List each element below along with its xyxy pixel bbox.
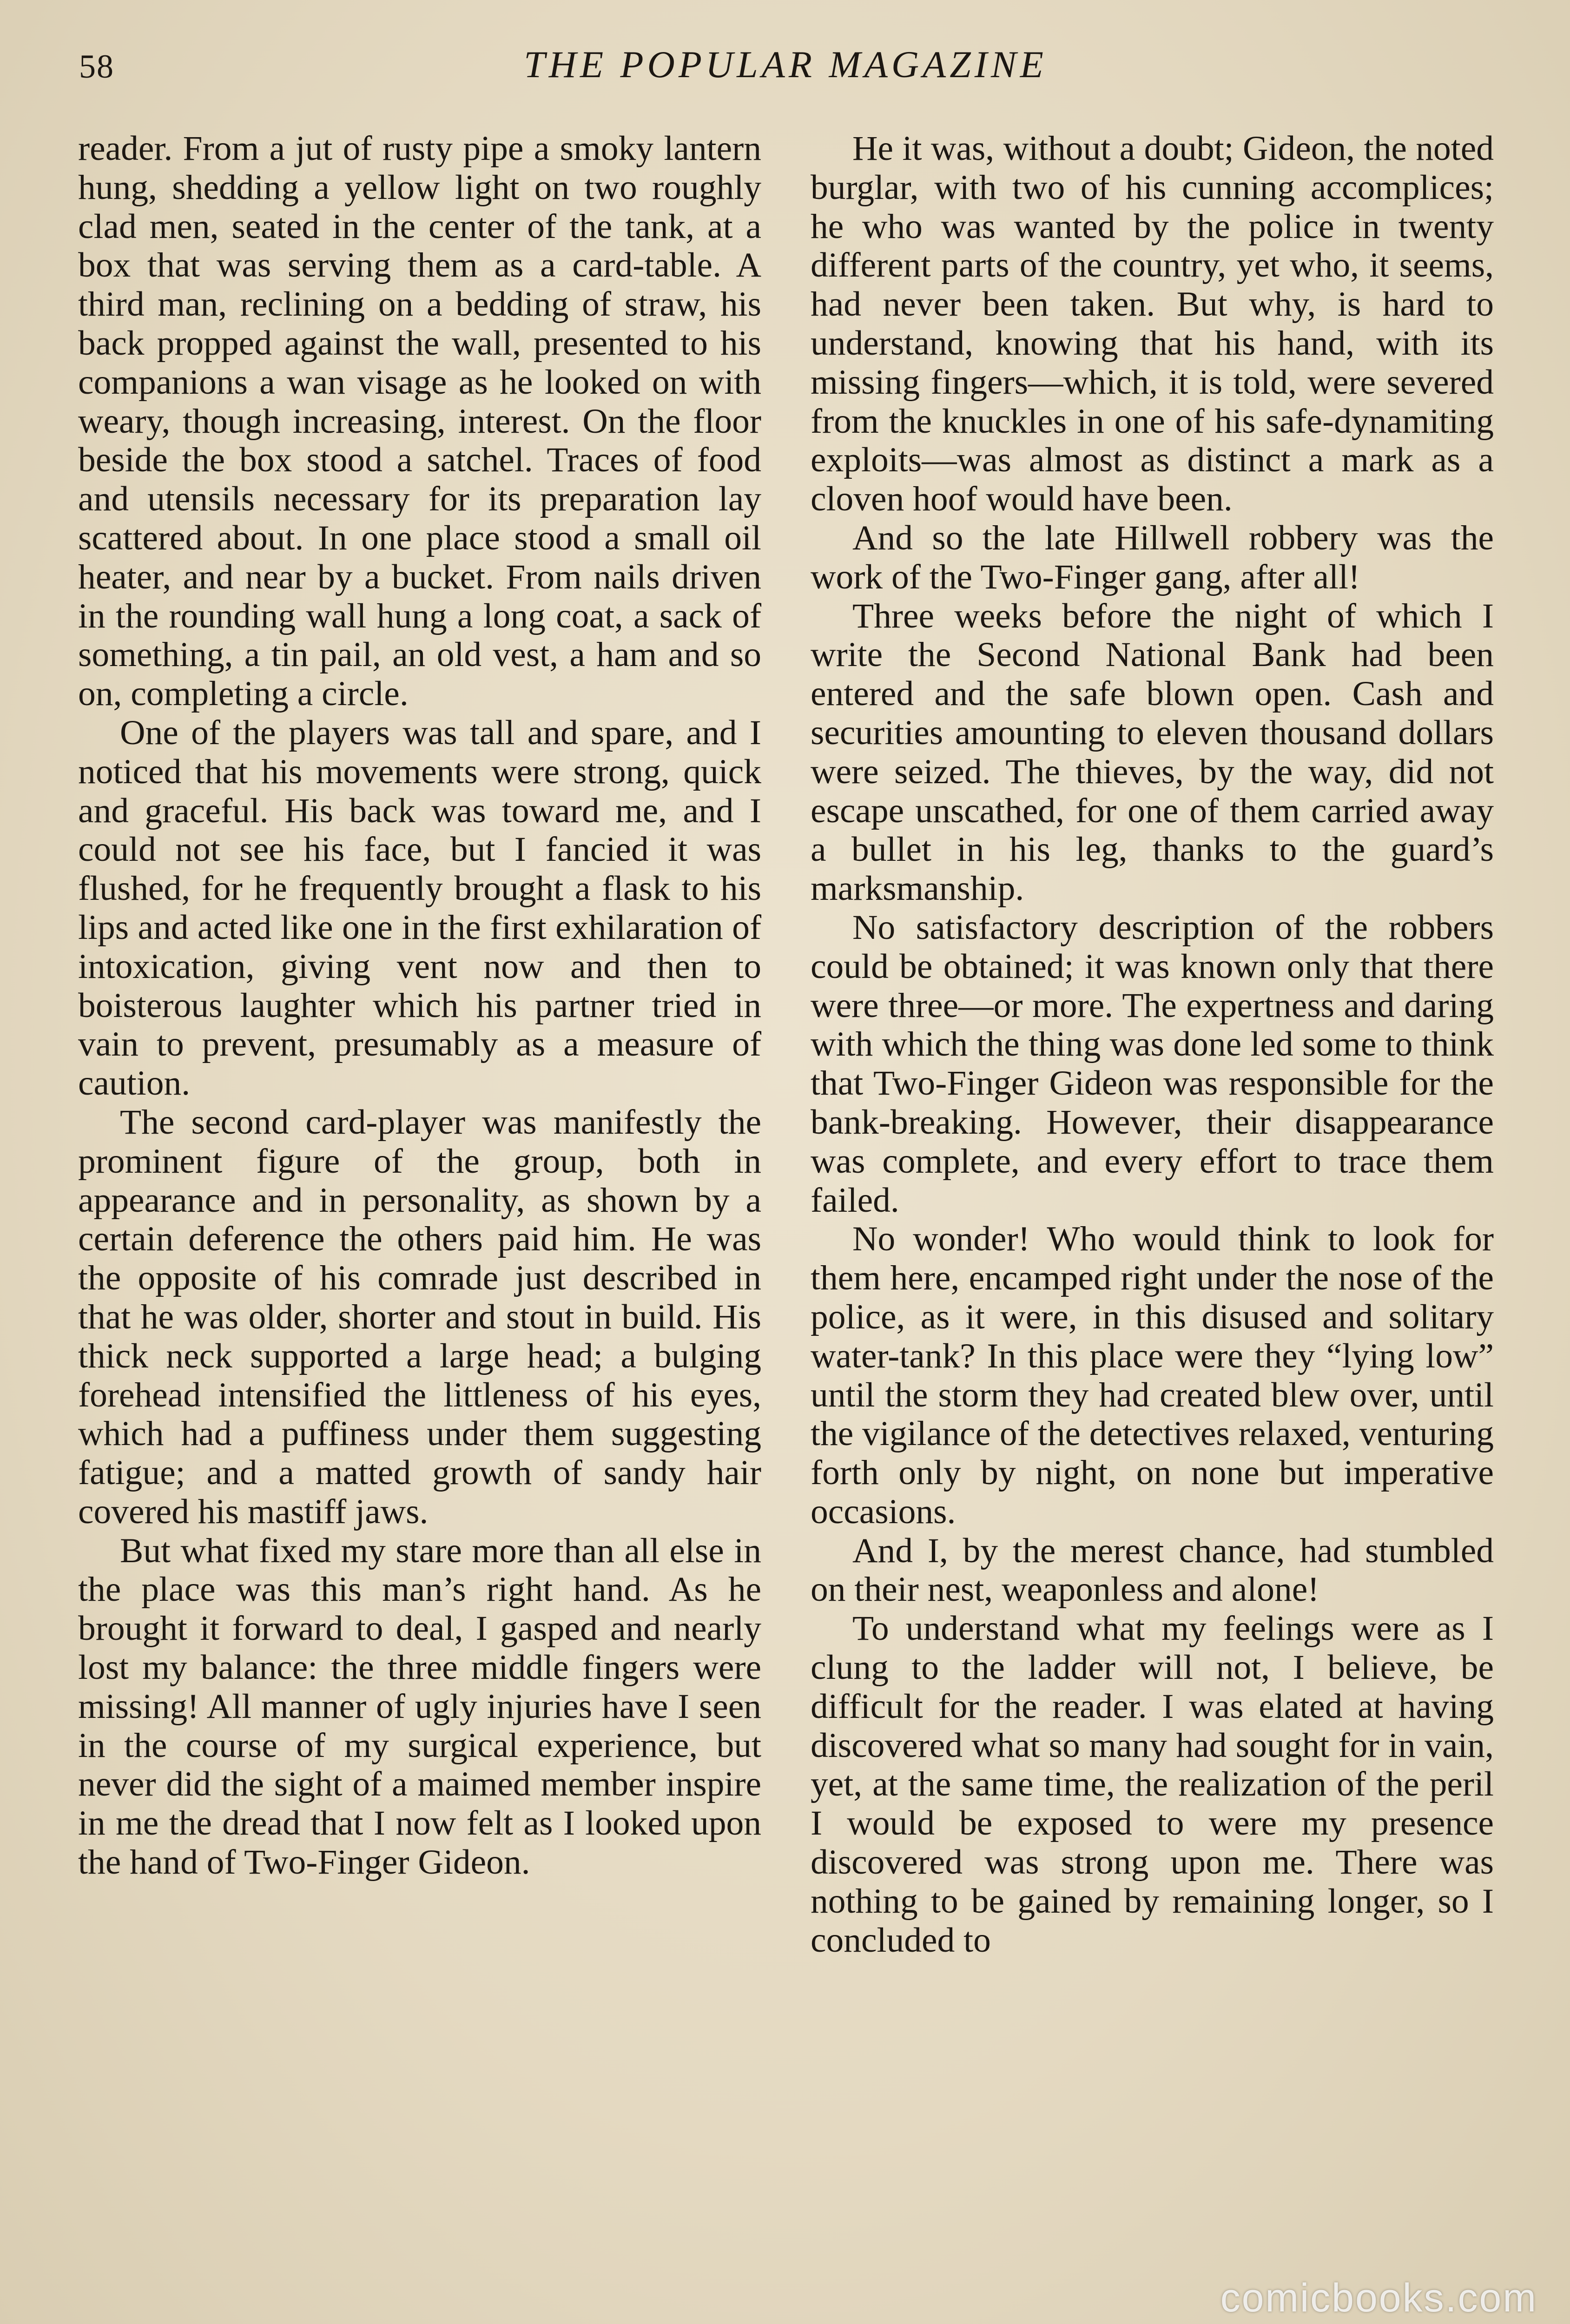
paragraph: And I, by the merest chance, had stumbled on their nest, weaponless and alone! [811,1531,1494,1609]
watermark: comicbooks.com [1220,2276,1537,2320]
right-column [811,129,1494,1960]
paragraph: The second card-player was manifestly the prominent figure of the group, both in appearance and in personality, as shown by a certain deference the others paid him. He was the opposite of his comrade just described in that he was older, shorter and stout in build. His thick neck supported a large head; a bulging forehead intensified the littleness of his eyes, which had a puffiness under them suggesting fatigue; and a matted growth of sandy hair covered his mastiff jaws. [78,1103,761,1531]
paragraph: No wonder! Who would think to look for them here, encamped right under the nose of the police, as it were, in this disused and solitary water-tank? In this place were they “lying low” until the storm they had created blew over, until the vigilance of the detectives relaxed, venturing forth only by night, on none but imperative occasions. [811,1220,1494,1531]
left-column [78,129,761,1882]
paragraph: reader. From a jut of rusty pipe a smoky lantern hung, shedding a yellow light on two roughly clad men, seated in the center of the tank, at a box that was serving them as a card-table. A third man, reclining on a bedding of straw, his back propped against the wall, presented to his companions a wan visage as he looked on with weary, though increasing, interest. On the floor beside the box stood a satchel. Traces of food and utensils necessary for its preparation lay scattered about. In one place stood a small oil heater, and near by a bucket. From nails driven in the rounding wall hung a long coat, a sack of something, a tin pail, an old vest, a ham and so on, completing a circle. [78,129,761,713]
paragraph: And so the late Hillwell robbery was the work of the Two-Finger gang, after all! [811,518,1494,596]
paragraph: He it was, without a doubt; Gideon, the noted burglar, with two of his cunning accomplices; he who was wanted by the police in twenty different parts of the country, yet who, it seems, had never been taken. But why, is hard to understand, knowing that his hand, with its missing fingers—which, it is told, were severed from the knuckles in one of his safe-dynamiting exploits—was almost as distinct a mark as a cloven hoof would have been. [811,129,1494,519]
running-title: THE POPULAR MAGAZINE [524,43,1047,86]
paragraph: One of the players was tall and spare, and I noticed that his movements were strong, quick and graceful. His back was toward me, and I could not see his face, but I fancied it was flushed, for he frequently brought a flask to his lips and acted like one in the first exhilaration of intoxication, giving vent now and then to boisterous laughter which his partner tried in vain to prevent, presumably as a measure of caution. [78,713,761,1103]
page-header [74,43,1497,99]
paragraph: Three weeks before the night of which I write the Second National Bank had been entered and the safe blown open. Cash and securities amounting to eleven thousand dollars were seized. The thieves, by the way, did not escape unscathed, for one of them carried away a bullet in his leg, thanks to the guard’s marksmanship. [811,596,1494,908]
paragraph: But what fixed my stare more than all else in the place was this man’s right hand. As he brought it forward to deal, I gasped and nearly lost my balance: the three middle fingers were missing! All manner of ugly injuries have I seen in the course of my surgical experience, but never did the sight of a maimed member inspire in me the dread that I now felt as I looked upon the hand of Two-Finger Gideon. [78,1531,761,1882]
paragraph: No satisfactory description of the robbers could be obtained; it was known only that there were three—or more. The expertness and daring with which the thing was done led some to think that Two-Finger Gideon was responsible for the bank-breaking. However, their disappearance was complete, and every effort to trace them failed. [811,908,1494,1220]
paragraph: To understand what my feelings were as I clung to the ladder will not, I believe, be difficult for the reader. I was elated at having discovered what so many had sought for in vain, yet, at the same time, the realization of the peril I would be exposed to were my presence discovered was strong upon me. There was nothing to be gained by remaining longer, so I concluded to [811,1609,1494,1960]
page-number: 58 [79,48,114,85]
